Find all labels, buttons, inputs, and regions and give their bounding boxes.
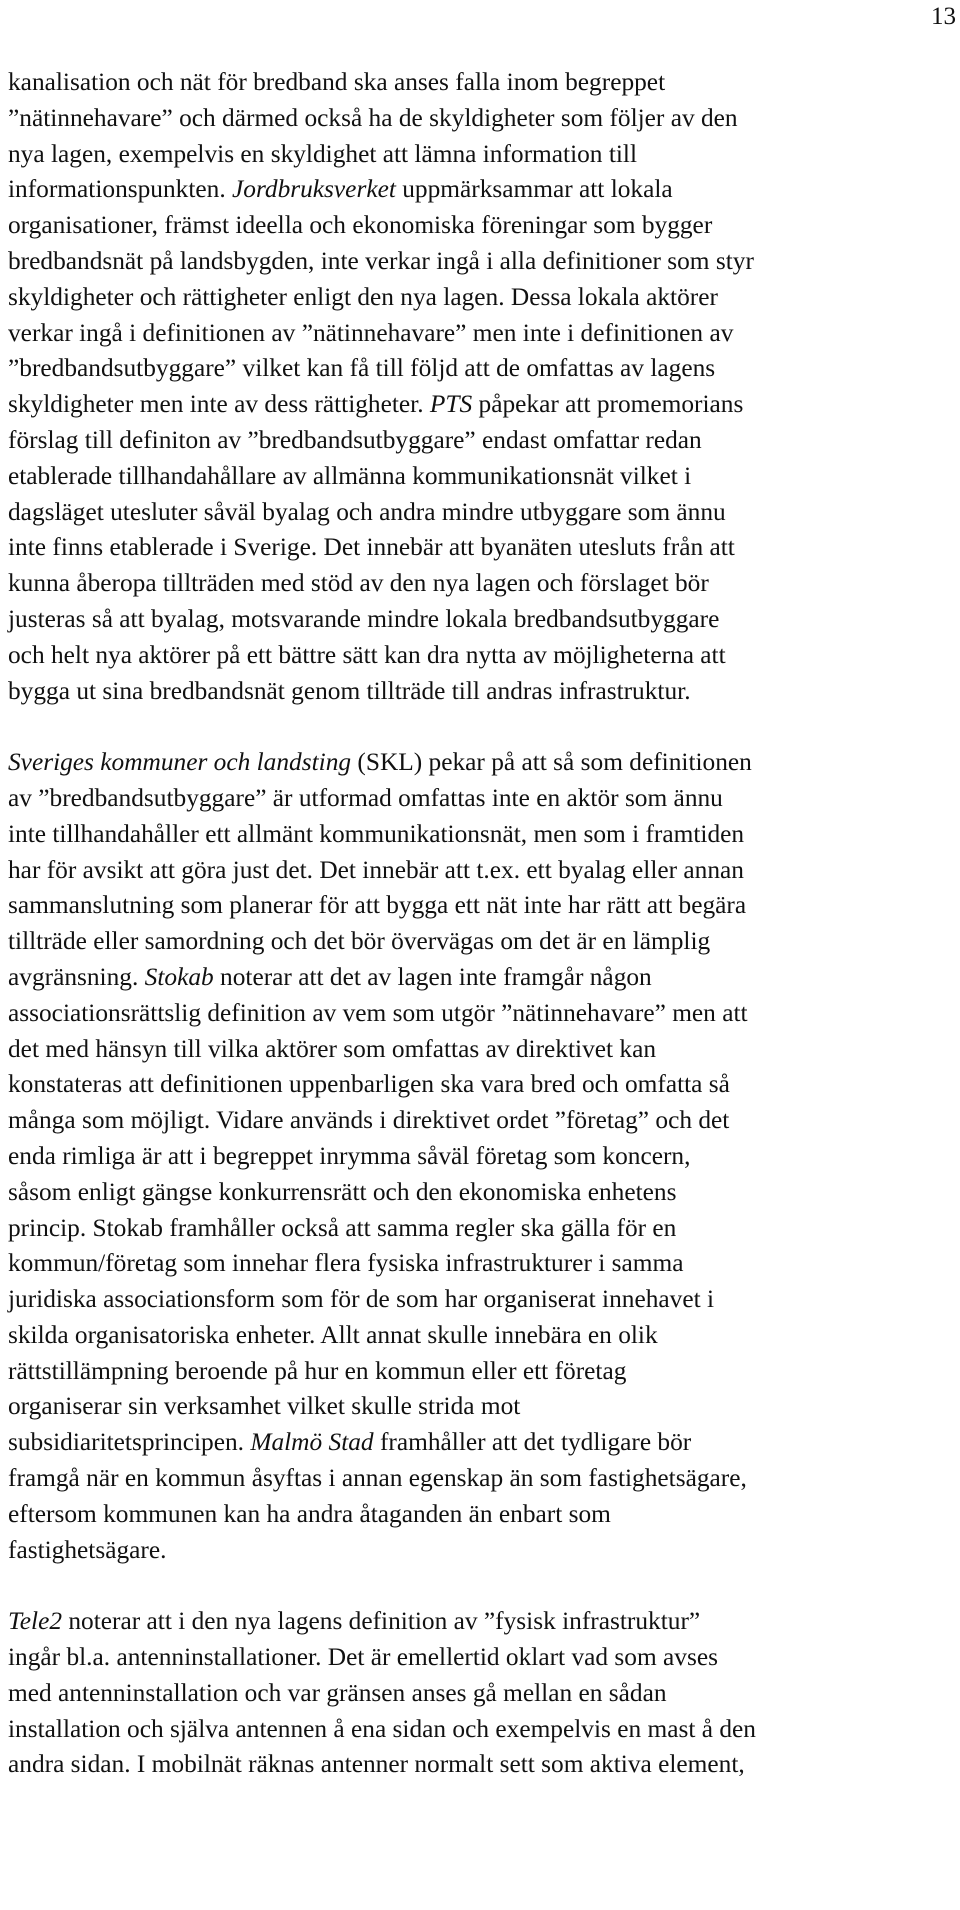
text-segment: ingår bl.a. antenninstallationer. Det är emellertid oklart vad som avses [8, 1642, 718, 1672]
text-line [8, 1460, 948, 1496]
italic-name: Jordbruksverket [232, 174, 396, 204]
text-line [8, 673, 948, 709]
text-line [8, 744, 948, 780]
italic-name: Sveriges kommuner och landsting [8, 747, 352, 777]
text-line [8, 1031, 948, 1067]
text-segment: noterar att i den nya lagens definition av ”fysisk infrastruktur” [62, 1606, 701, 1636]
text-line [8, 136, 948, 172]
page-number: 13 [931, 3, 956, 30]
text-segment: skyldigheter men inte av dess rättigheter. [8, 389, 430, 419]
text-segment: nya lagen, exempelvis en skyldighet att lämna information till [8, 138, 638, 168]
italic-name: PTS [429, 389, 473, 419]
text-segment: princip. Stokab framhåller också att samma regler ska gälla för en [8, 1212, 677, 1242]
text-segment: kunna åberopa tillträden med stöd av den nya lagen och förslaget bör [8, 568, 709, 598]
text-line [8, 995, 948, 1031]
paragraph-gap [8, 708, 960, 744]
text-line [8, 315, 948, 351]
text-segment: eftersom kommunen kan ha andra åtaganden än enbart som [8, 1498, 611, 1528]
text-segment: (SKL) pekar på att så som definitionen [351, 747, 752, 777]
text-segment: organiserar sin verksamhet vilket skulle strida mot [8, 1391, 521, 1421]
text-segment: subsidiaritetsprincipen. [8, 1427, 251, 1457]
text-segment: många som möjligt. Vidare används i direktivet ordet ”företag” och det [8, 1105, 730, 1135]
text-segment: uppmärksammar att lokala [395, 174, 673, 204]
text-line [8, 100, 948, 136]
text-line [8, 1532, 948, 1568]
text-line [8, 64, 948, 100]
text-segment: har för avsikt att göra just det. Det innebär att t.ex. ett byalag eller annan [8, 854, 744, 884]
text-segment: avgränsning. [8, 961, 145, 991]
text-segment: bygga ut sina bredbandsnät genom tillträde till andras infrastruktur. [8, 675, 691, 705]
text-line [8, 1210, 948, 1246]
italic-name: Tele2 [8, 1606, 63, 1636]
text-segment: med antenninstallation och var gränsen anses gå mellan en sådan [8, 1677, 667, 1707]
text-line [8, 1496, 948, 1532]
text-segment: av ”bredbandsutbyggare” är utformad omfattas inte en aktör som ännu [8, 782, 723, 812]
text-segment: tillträde eller samordning och det bör övervägas om det är en lämplig [8, 926, 711, 956]
text-line [8, 350, 948, 386]
text-line [8, 923, 948, 959]
text-segment: ”nätinnehavare” och därmed också ha de skyldigheter som följer av den [8, 102, 738, 132]
text-segment: bredbandsnät på landsbygden, inte verkar ingå i alla definitioner som styr [8, 245, 754, 275]
text-line [8, 1066, 948, 1102]
text-segment: enda rimliga är att i begreppet inrymma såväl företag som koncern, [8, 1140, 691, 1170]
text-line [8, 1138, 948, 1174]
text-segment: förslag till definiton av ”bredbandsutbyggare” endast omfattar redan [8, 424, 702, 454]
text-line [8, 816, 948, 852]
text-line [8, 852, 948, 888]
text-line [8, 422, 948, 458]
text-segment: framhåller att det tydligare bör [373, 1427, 692, 1457]
text-line [8, 1711, 948, 1747]
paragraph [8, 64, 960, 708]
text-segment: associationsrättslig definition av vem som utgör ”nätinnehavare” men att [8, 997, 748, 1027]
text-line [8, 637, 948, 673]
text-segment: dagsläget utesluter såväl byalag och andra mindre utbyggare som ännu [8, 496, 726, 526]
text-line [8, 1174, 948, 1210]
text-segment: sammanslutning som planerar för att bygga ett nät inte har rätt att begära [8, 890, 747, 920]
text-segment: rättstillämpning beroende på hur en kommun eller ett företag [8, 1355, 627, 1385]
text-segment: noterar att det av lagen inte framgår någon [213, 961, 652, 991]
text-line [8, 529, 948, 565]
text-line [8, 1317, 948, 1353]
text-segment: verkar ingå i definitionen av ”nätinnehavare” men inte i definitionen av [8, 317, 734, 347]
text-segment: etablerade tillhandahållare av allmänna kommunikationsnät vilket i [8, 460, 692, 490]
text-line [8, 1675, 948, 1711]
paragraph-gap [8, 1567, 960, 1603]
text-segment: informationspunkten. [8, 174, 233, 204]
text-line [8, 279, 948, 315]
text-line [8, 887, 948, 923]
text-line [8, 1281, 948, 1317]
text-segment: kanalisation och nät för bredband ska anses falla inom begreppet [8, 67, 666, 96]
text-segment: organisationer, främst ideella och ekonomiska föreningar som bygger [8, 210, 713, 240]
text-segment: andra sidan. I mobilnät räknas antenner normalt sett som aktiva element, [8, 1749, 745, 1779]
text-segment: kommun/företag som innehar flera fysiska infrastrukturer i samma [8, 1248, 684, 1278]
paragraph [8, 1603, 960, 1782]
text-line [8, 1603, 948, 1639]
text-segment: juridiska associationsform som för de som har organiserat innehavet i [8, 1284, 715, 1314]
italic-name: Stokab [144, 961, 214, 991]
text-line [8, 171, 948, 207]
document-body [8, 64, 960, 1782]
text-segment: skyldigheter och rättigheter enligt den nya lagen. Dessa lokala aktörer [8, 281, 718, 311]
paragraph [8, 744, 960, 1567]
italic-name: Malmö Stad [250, 1427, 374, 1457]
text-segment: fastighetsägare. [8, 1534, 167, 1564]
text-segment: påpekar att promemorians [472, 389, 744, 419]
text-line [8, 494, 948, 530]
text-line [8, 565, 948, 601]
text-segment: såsom enligt gängse konkurrensrätt och den ekonomiska enhetens [8, 1176, 677, 1206]
text-line [8, 959, 948, 995]
text-segment: skilda organisatoriska enheter. Allt annat skulle innebära en olik [8, 1319, 658, 1349]
text-segment: framgå när en kommun åsyftas i annan egenskap än som fastighetsägare, [8, 1463, 747, 1493]
text-line [8, 1353, 948, 1389]
text-segment: justeras så att byalag, motsvarande mindre lokala bredbandsutbyggare [8, 603, 720, 633]
text-segment: installation och själva antennen å ena sidan och exempelvis en mast å den [8, 1713, 756, 1743]
text-segment: konstateras att definitionen uppenbarligen ska vara bred och omfatta så [8, 1069, 730, 1099]
text-line [8, 1102, 948, 1138]
text-line [8, 1388, 948, 1424]
text-line [8, 1245, 948, 1281]
text-line [8, 458, 948, 494]
text-line [8, 386, 948, 422]
text-segment: det med hänsyn till vilka aktörer som omfattas av direktivet kan [8, 1033, 657, 1063]
text-segment: och helt nya aktörer på ett bättre sätt kan dra nytta av möjligheterna att [8, 639, 726, 669]
text-line [8, 207, 948, 243]
text-line [8, 1424, 948, 1460]
text-line [8, 1639, 948, 1675]
text-line [8, 780, 948, 816]
text-segment: ”bredbandsutbyggare” vilket kan få till följd att de omfattas av lagens [8, 353, 716, 383]
text-segment: inte tillhandahåller ett allmänt kommunikationsnät, men som i framtiden [8, 818, 745, 848]
text-line [8, 243, 948, 279]
text-segment: inte finns etablerade i Sverige. Det innebär att byanäten utesluts från att [8, 532, 735, 562]
text-line [8, 601, 948, 637]
text-line [8, 1746, 948, 1782]
